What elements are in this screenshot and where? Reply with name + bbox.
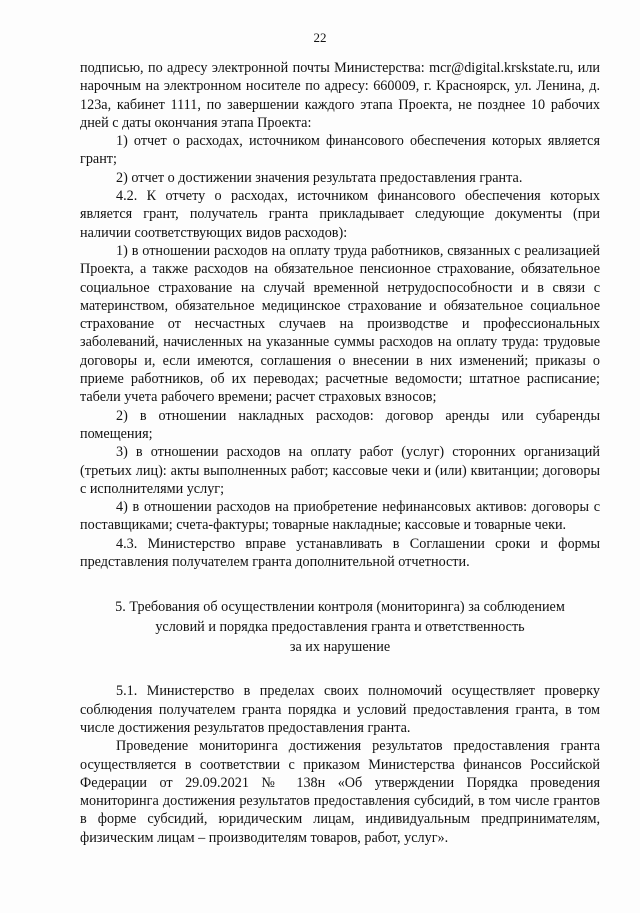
- paragraph-4-2-item-3: 3) в отношении расходов на оплату работ (услуг) сторонних организаций (третьих лиц): акты выполненных работ; кассовые чеки и (или) квитанции; договоры с исполнителями услуг;: [80, 444, 600, 497]
- section-heading-line-2: условий и порядка предоставления гранта и ответственность: [155, 619, 525, 636]
- paragraph-4-2-item-4: 4) в отношении расходов на приобретение нефинансовых активов: договоры с поставщиками; счета-фактуры; товарные накладные; кассовые и товарные чеки.: [80, 499, 600, 534]
- paragraph-4-2-item-2: 2) в отношении накладных расходов: договор аренды или субаренды помещения;: [80, 407, 600, 442]
- page-number: 22: [313, 30, 327, 45]
- paragraph-4-2: 4.2. К отчету о расходах, источником финансового обеспечения которых является грант, получатель гранта прикладывает следующие документы (при наличии соответствующих видов расходов):: [80, 188, 600, 241]
- section-heading-line-1: 5. Требования об осуществлении контроля (мониторинга) за соблюдением: [115, 599, 565, 616]
- paragraph-item-1: 1) отчет о расходах, источником финансового обеспечения которых является грант;: [80, 133, 600, 168]
- paragraph-4-2-item-1: 1) в отношении расходов на оплату труда работников, связанных с реализацией Проекта, а также расходов на обязательное пенсионное страхование, обязательное социальное страхование на случай временной нетрудоспособности и в связи с материнством, обязательное медицинское страхование и обязательное социальное страхование от несчастных случаев на производстве и профессиональных заболеваний, начисленных на указанные суммы расходов на оплату труда: трудовые договоры и, если имеются, соглашения о внесении в них изменений; приказы о приеме работников, об их переводах; расчетные ведомости; штатное расписание; табели учета рабочего времени; расчет страховых взносов;: [80, 242, 600, 406]
- paragraph-item-2: 2) отчет о достижении значения результата предоставления гранта.: [116, 169, 523, 186]
- paragraph-4-3: 4.3. Министерство вправе устанавливать в Соглашении сроки и формы представления получателем гранта дополнительной отчетности.: [80, 535, 600, 571]
- section-5-heading: [80, 597, 600, 657]
- document-body: [80, 59, 600, 847]
- section-heading-line-3: за их нарушение: [289, 639, 391, 656]
- paragraph-monitoring: Проведение мониторинга достижения результатов предоставления гранта осуществляется в соответствии с приказом Министерства финансов Российской Федерации от 29.09.2021 № 138н «Об утверждении Порядка проведения мониторинга достижения результатов предоставления субсидий, в том числе грантов в форме субсидий, юридическим лицам, индивидуальным предпринимателям, физическим лицам – производителям товаров, работ, услуг».: [80, 738, 600, 846]
- paragraph-5-1: 5.1. Министерство в пределах своих полномочий осуществляет проверку соблюдения получателем гранта порядка и условий предоставления гранта, в том числе достижения результатов предоставления гранта.: [80, 683, 600, 736]
- paragraph-continuation: подписью, по адресу электронной почты Министерства: mcr@digital.krskstate.ru, или нарочным на электронном носителе по адресу: 660009, г. Красноярск, ул. Ленина, д. 123а, кабинет 1111, по завершении каждого этапа Проекта, не позднее 10 рабочих дней с даты окончания этапа Проекта:: [80, 60, 600, 131]
